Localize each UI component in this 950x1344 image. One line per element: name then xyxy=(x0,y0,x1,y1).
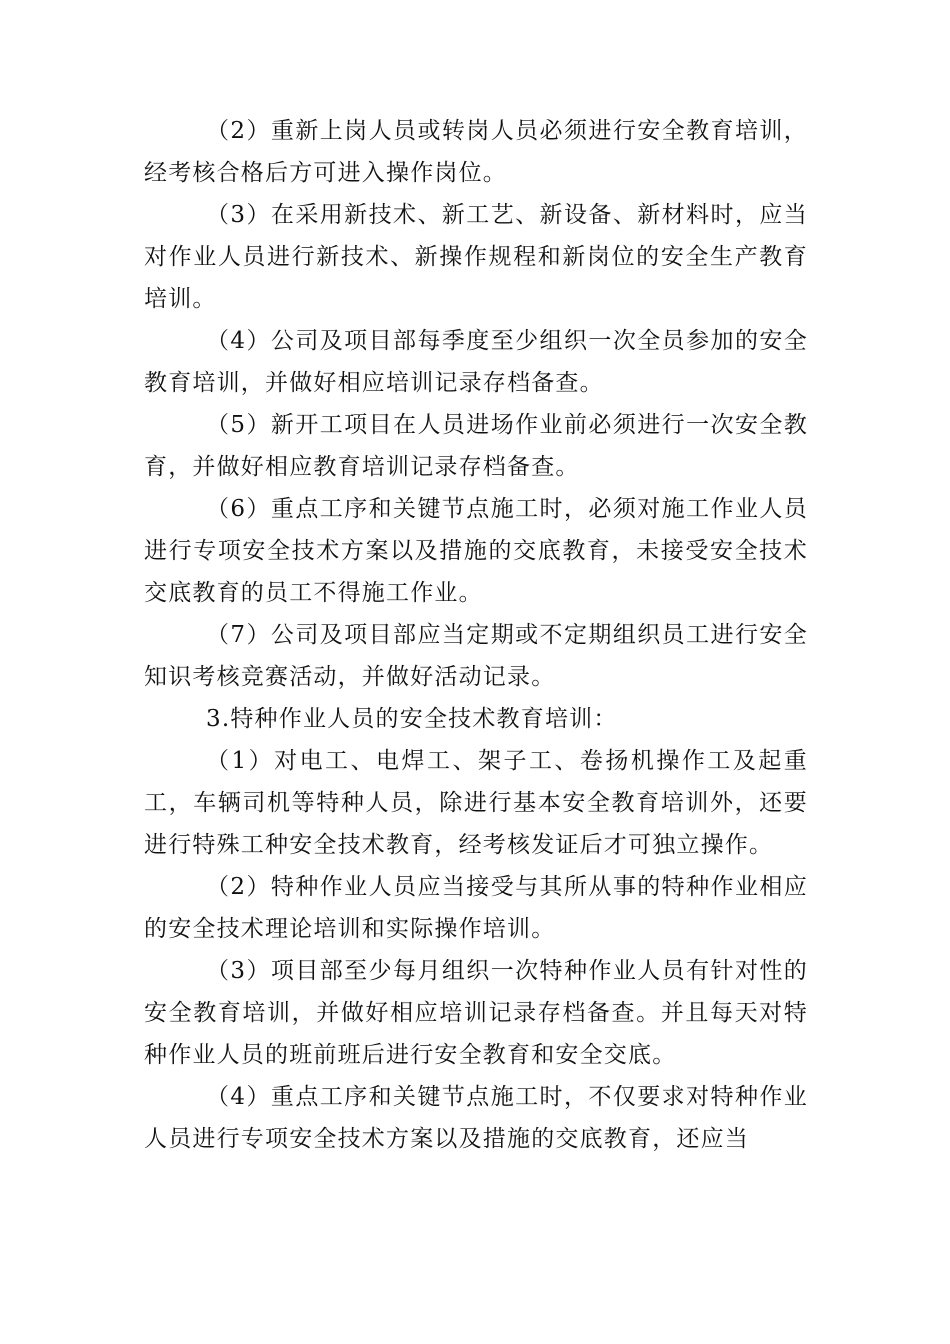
document-body xyxy=(144,110,808,1160)
paragraph-4-quarterly-training: （4）公司及项目部每季度至少组织一次全员参加的安全教育培训，并做好相应培训记录存档备查。 xyxy=(144,328,808,396)
paragraph-6-key-procedures: （6）重点工序和关键节点施工时，必须对施工作业人员进行专项安全技术方案以及措施的交底教育，未接受安全技术交底教育的员工不得施工作业。 xyxy=(144,496,808,606)
paragraph-3-new-technology: （3）在采用新技术、新工艺、新设备、新材料时，应当对作业人员进行新技术、新操作规程和新岗位的安全生产教育培训。 xyxy=(144,202,808,312)
section-heading-special-operators: 3.特种作业人员的安全技术教育培训： xyxy=(206,706,618,732)
special-paragraph-3: （3）项目部至少每月组织一次特种作业人员有针对性的安全教育培训，并做好相应培训记录存档备查。并且每天对特种作业人员的班前班后进行安全教育和安全交底。 xyxy=(144,958,808,1068)
paragraph-2-reemployment: （2）重新上岗人员或转岗人员必须进行安全教育培训，经考核合格后方可进入操作岗位。 xyxy=(144,118,808,186)
special-paragraph-2: （2）特种作业人员应当接受与其所从事的特种作业相应的安全技术理论培训和实际操作培训。 xyxy=(144,874,808,942)
special-paragraph-4: （4）重点工序和关键节点施工时，不仅要求对特种作业人员进行专项安全技术方案以及措施的交底教育，还应当 xyxy=(144,1084,808,1152)
paragraph-7-knowledge-contest: （7）公司及项目部应当定期或不定期组织员工进行安全知识考核竞赛活动，并做好活动记录。 xyxy=(144,622,808,690)
paragraph-5-new-project: （5）新开工项目在人员进场作业前必须进行一次安全教育，并做好相应教育培训记录存档备查。 xyxy=(144,412,808,480)
special-paragraph-1: （1）对电工、电焊工、架子工、卷扬机操作工及起重工，车辆司机等特种人员，除进行基本安全教育培训外，还要进行特殊工种安全技术教育，经考核发证后才可独立操作。 xyxy=(144,748,808,858)
